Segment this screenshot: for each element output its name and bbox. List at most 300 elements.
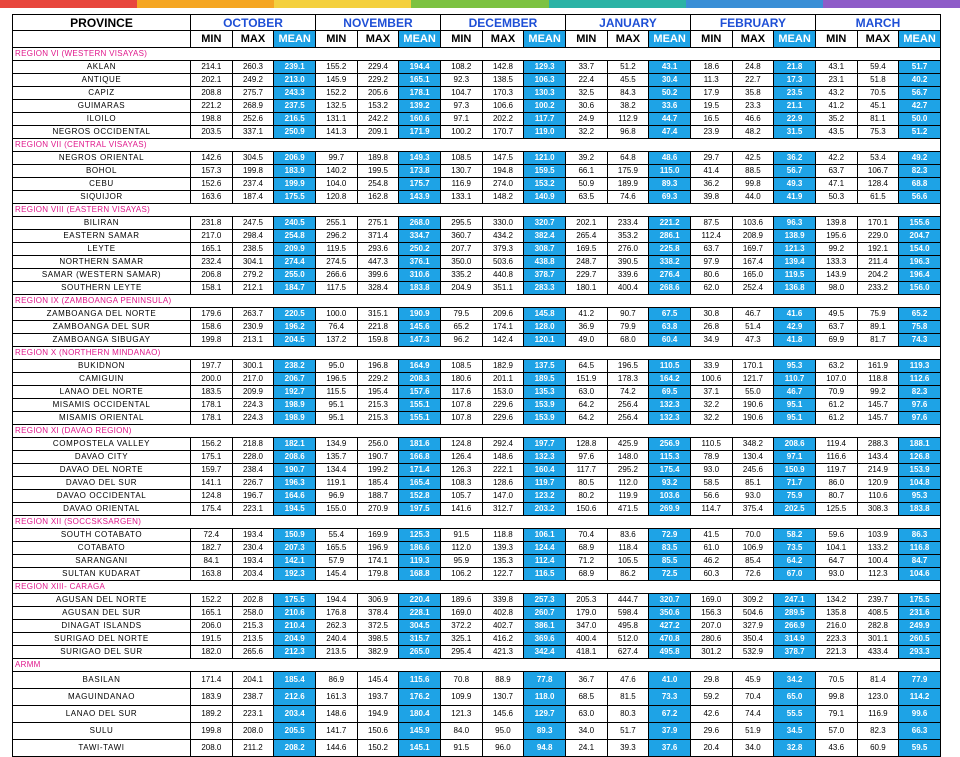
mean-value: 149.3 xyxy=(399,152,441,165)
min-value: 39.8 xyxy=(690,191,732,204)
mean-value: 46.7 xyxy=(774,386,816,399)
mean-value: 204.5 xyxy=(274,334,316,347)
province-row xyxy=(13,334,941,347)
max-value: 256.4 xyxy=(607,399,649,412)
top-bar-segment xyxy=(0,0,137,8)
mean-value: 320.7 xyxy=(524,217,566,230)
province-row xyxy=(13,243,941,256)
mean-value: 274.4 xyxy=(274,256,316,269)
max-value: 83.6 xyxy=(607,529,649,542)
min-value: 49.0 xyxy=(565,334,607,347)
mean-value: 197.7 xyxy=(524,438,566,451)
mean-value: 231.6 xyxy=(899,607,941,620)
min-value: 84.1 xyxy=(191,555,233,568)
mean-value: 67.5 xyxy=(649,308,691,321)
min-value: 133.1 xyxy=(440,191,482,204)
max-value: 233.4 xyxy=(607,217,649,230)
max-value: 170.3 xyxy=(482,87,524,100)
mean-value: 342.4 xyxy=(524,646,566,659)
mean-value: 67.2 xyxy=(649,706,691,723)
max-value: 130.7 xyxy=(482,689,524,706)
min-value: 70.9 xyxy=(815,386,857,399)
min-value: 20.4 xyxy=(690,740,732,757)
max-value: 378.4 xyxy=(357,607,399,620)
max-value: 226.7 xyxy=(232,477,274,490)
region-label: REGION X (NORTHERN MINDANAO) xyxy=(13,347,941,360)
province-row xyxy=(13,178,941,191)
mean-value: 250.9 xyxy=(274,126,316,139)
max-value: 598.4 xyxy=(607,607,649,620)
min-value: 23.9 xyxy=(690,126,732,139)
mean-value: 95.1 xyxy=(774,399,816,412)
region-label: REGION IX (ZAMBOANGA PENINSULA) xyxy=(13,295,941,308)
max-value: 201.1 xyxy=(482,373,524,386)
max-value: 85.1 xyxy=(732,477,774,490)
mean-value: 386.1 xyxy=(524,620,566,633)
province-header: PROVINCE xyxy=(13,15,191,31)
region-header-row xyxy=(13,425,941,438)
min-value: 372.2 xyxy=(440,620,482,633)
max-value: 213.5 xyxy=(232,633,274,646)
mean-value: 104.8 xyxy=(899,477,941,490)
max-value: 175.9 xyxy=(607,165,649,178)
mean-value: 44.7 xyxy=(649,113,691,126)
min-value: 37.1 xyxy=(690,386,732,399)
mean-value: 74.3 xyxy=(899,334,941,347)
mean-value: 69.5 xyxy=(649,386,691,399)
province-row xyxy=(13,503,941,516)
min-value: 32.5 xyxy=(565,87,607,100)
mean-value: 202.5 xyxy=(774,503,816,516)
mean-value: 145.6 xyxy=(399,321,441,334)
max-value: 221.8 xyxy=(357,321,399,334)
mean-value: 121.3 xyxy=(774,243,816,256)
max-value: 61.5 xyxy=(857,191,899,204)
min-value: 121.3 xyxy=(440,706,482,723)
min-value: 104.7 xyxy=(440,87,482,100)
max-value: 46.7 xyxy=(732,308,774,321)
min-value: 119.7 xyxy=(815,464,857,477)
min-value: 59.2 xyxy=(690,689,732,706)
max-value: 119.9 xyxy=(607,490,649,503)
max-value: 425.9 xyxy=(607,438,649,451)
mean-value: 181.6 xyxy=(399,438,441,451)
max-value: 434.2 xyxy=(482,230,524,243)
max-value: 229.6 xyxy=(482,412,524,425)
mean-value: 213.0 xyxy=(274,74,316,87)
max-value: 167.4 xyxy=(732,256,774,269)
mean-value: 75.9 xyxy=(774,490,816,503)
min-value: 79.5 xyxy=(440,308,482,321)
min-value: 195.6 xyxy=(815,230,857,243)
region-label: REGION XII (SOCCSKSARGEN) xyxy=(13,516,941,529)
max-value: 178.3 xyxy=(607,373,649,386)
mean-value: 155.1 xyxy=(399,399,441,412)
min-value: 70.5 xyxy=(815,672,857,689)
min-value: 400.4 xyxy=(565,633,607,646)
mean-value: 68.8 xyxy=(899,178,941,191)
max-value: 174.1 xyxy=(482,321,524,334)
mean-value: 208.3 xyxy=(399,373,441,386)
mean-value: 106.1 xyxy=(524,529,566,542)
min-value: 163.6 xyxy=(191,191,233,204)
mean-value: 119.3 xyxy=(899,360,941,373)
province-row xyxy=(13,61,941,74)
min-value: 92.3 xyxy=(440,74,482,87)
min-value: 189.6 xyxy=(440,594,482,607)
mean-value: 216.5 xyxy=(274,113,316,126)
mean-value: 283.3 xyxy=(524,282,566,295)
min-value: 64.5 xyxy=(565,360,607,373)
max-value: 190.6 xyxy=(732,412,774,425)
max-header: MAX xyxy=(357,31,399,48)
mean-value: 427.2 xyxy=(649,620,691,633)
mean-value: 49.2 xyxy=(899,152,941,165)
mean-value: 124.4 xyxy=(524,542,566,555)
region-header-row xyxy=(13,581,941,594)
max-value: 230.9 xyxy=(232,321,274,334)
min-value: 180.6 xyxy=(440,373,482,386)
mean-value: 41.8 xyxy=(774,334,816,347)
top-bar-segment xyxy=(137,0,274,8)
mean-value: 286.1 xyxy=(649,230,691,243)
min-value: 140.2 xyxy=(315,165,357,178)
max-value: 165.0 xyxy=(732,269,774,282)
mean-value: 203.4 xyxy=(274,706,316,723)
min-header: MIN xyxy=(565,31,607,48)
min-value: 231.8 xyxy=(191,217,233,230)
min-value: 223.3 xyxy=(815,633,857,646)
max-value: 194.9 xyxy=(357,706,399,723)
max-value: 105.5 xyxy=(607,555,649,568)
mean-value: 206.9 xyxy=(274,152,316,165)
max-value: 147.5 xyxy=(482,152,524,165)
max-value: 229.2 xyxy=(357,74,399,87)
mean-value: 268.0 xyxy=(399,217,441,230)
mean-value: 85.5 xyxy=(649,555,691,568)
mean-value: 153.9 xyxy=(524,399,566,412)
mean-value: 207.3 xyxy=(274,542,316,555)
mean-value: 95.3 xyxy=(774,360,816,373)
min-value: 151.9 xyxy=(565,373,607,386)
province-row xyxy=(13,100,941,113)
min-value: 63.5 xyxy=(565,191,607,204)
max-value: 150.2 xyxy=(357,740,399,757)
mean-value: 71.7 xyxy=(774,477,816,490)
mean-value: 255.0 xyxy=(274,269,316,282)
mean-value: 135.3 xyxy=(524,386,566,399)
mean-value: 60.4 xyxy=(649,334,691,347)
mean-value: 112.4 xyxy=(524,555,566,568)
mean-value: 304.5 xyxy=(399,620,441,633)
mean-value: 47.4 xyxy=(649,126,691,139)
mean-value: 42.9 xyxy=(774,321,816,334)
min-value: 93.0 xyxy=(690,464,732,477)
min-value: 43.6 xyxy=(815,740,857,757)
mean-value: 260.5 xyxy=(899,633,941,646)
mean-header: MEAN xyxy=(524,31,566,48)
mean-value: 42.7 xyxy=(899,100,941,113)
mean-value: 192.7 xyxy=(274,386,316,399)
mean-value: 175.5 xyxy=(274,594,316,607)
min-value: 196.5 xyxy=(315,373,357,386)
province-row xyxy=(13,126,941,139)
min-value: 156.3 xyxy=(690,607,732,620)
min-value: 116.6 xyxy=(815,451,857,464)
province-name: DAVAO ORIENTAL xyxy=(13,503,191,516)
mean-value: 120.1 xyxy=(524,334,566,347)
max-value: 122.7 xyxy=(482,568,524,581)
min-value: 86.9 xyxy=(315,672,357,689)
province-row xyxy=(13,490,941,503)
min-value: 61.0 xyxy=(690,542,732,555)
min-value: 64.2 xyxy=(565,399,607,412)
mean-value: 369.6 xyxy=(524,633,566,646)
rainfall-table xyxy=(12,14,941,757)
min-value: 274.5 xyxy=(315,256,357,269)
province-name: NORTHERN SAMAR xyxy=(13,256,191,269)
max-value: 199.8 xyxy=(232,165,274,178)
min-value: 176.8 xyxy=(315,607,357,620)
mean-value: 155.1 xyxy=(399,412,441,425)
province-name: SOUTH COTABATO xyxy=(13,529,191,542)
max-value: 199.5 xyxy=(357,165,399,178)
mean-value: 139.4 xyxy=(774,256,816,269)
month-header-december: DECEMBER xyxy=(440,15,565,31)
month-header-october: OCTOBER xyxy=(191,15,316,31)
province-name: GUIMARAS xyxy=(13,100,191,113)
mean-value: 189.5 xyxy=(524,373,566,386)
mean-value: 58.2 xyxy=(774,529,816,542)
max-value: 142.8 xyxy=(482,61,524,74)
province-row xyxy=(13,386,941,399)
max-value: 212.1 xyxy=(232,282,274,295)
max-value: 84.3 xyxy=(607,87,649,100)
province-row xyxy=(13,723,941,740)
min-value: 126.4 xyxy=(440,451,482,464)
min-value: 266.6 xyxy=(315,269,357,282)
max-value: 82.3 xyxy=(857,723,899,740)
province-row xyxy=(13,191,941,204)
top-bar-segment xyxy=(823,0,960,8)
max-value: 229.4 xyxy=(357,61,399,74)
max-value: 315.1 xyxy=(357,308,399,321)
min-value: 159.7 xyxy=(191,464,233,477)
mean-value: 86.3 xyxy=(899,529,941,542)
min-value: 63.7 xyxy=(815,165,857,178)
mean-value: 150.9 xyxy=(774,464,816,477)
mean-value: 165.1 xyxy=(399,74,441,87)
min-value: 24.9 xyxy=(565,113,607,126)
min-value: 133.3 xyxy=(815,256,857,269)
max-value: 223.1 xyxy=(232,706,274,723)
mean-value: 350.6 xyxy=(649,607,691,620)
mean-value: 228.1 xyxy=(399,607,441,620)
mean-value: 97.6 xyxy=(899,399,941,412)
max-value: 96.0 xyxy=(482,740,524,757)
max-value: 45.1 xyxy=(857,100,899,113)
min-value: 229.7 xyxy=(565,269,607,282)
mean-value: 37.6 xyxy=(649,740,691,757)
max-value: 260.3 xyxy=(232,61,274,74)
min-value: 119.1 xyxy=(315,477,357,490)
min-value: 115.5 xyxy=(315,386,357,399)
max-value: 110.6 xyxy=(857,490,899,503)
min-value: 183.5 xyxy=(191,386,233,399)
min-value: 117.5 xyxy=(315,282,357,295)
province-row xyxy=(13,230,941,243)
mean-value: 196.4 xyxy=(899,269,941,282)
max-value: 81.1 xyxy=(857,113,899,126)
min-value: 119.5 xyxy=(315,243,357,256)
max-value: 256.4 xyxy=(607,412,649,425)
min-value: 107.8 xyxy=(440,412,482,425)
mean-value: 56.7 xyxy=(774,165,816,178)
mean-value: 55.5 xyxy=(774,706,816,723)
mean-header: MEAN xyxy=(774,31,816,48)
province-row xyxy=(13,620,941,633)
min-value: 41.2 xyxy=(815,100,857,113)
min-value: 112.0 xyxy=(440,542,482,555)
max-value: 187.4 xyxy=(232,191,274,204)
min-value: 179.0 xyxy=(565,607,607,620)
min-value: 110.5 xyxy=(690,438,732,451)
mean-value: 225.8 xyxy=(649,243,691,256)
min-value: 56.6 xyxy=(690,490,732,503)
min-value: 124.8 xyxy=(191,490,233,503)
max-value: 327.9 xyxy=(732,620,774,633)
min-value: 36.9 xyxy=(565,321,607,334)
month-header-row xyxy=(13,15,941,31)
mean-value: 249.9 xyxy=(899,620,941,633)
mean-value: 82.3 xyxy=(899,165,941,178)
max-value: 215.3 xyxy=(357,399,399,412)
max-header: MAX xyxy=(857,31,899,48)
min-value: 117.6 xyxy=(440,386,482,399)
min-value: 206.8 xyxy=(191,269,233,282)
province-name: SURIGAO DEL NORTE xyxy=(13,633,191,646)
min-value: 98.0 xyxy=(815,282,857,295)
min-value: 104.1 xyxy=(815,542,857,555)
max-value: 348.2 xyxy=(732,438,774,451)
mean-value: 95.3 xyxy=(899,490,941,503)
min-value: 158.6 xyxy=(191,321,233,334)
max-value: 70.4 xyxy=(732,689,774,706)
min-value: 50.3 xyxy=(815,191,857,204)
mean-value: 164.2 xyxy=(649,373,691,386)
province-name: SAMAR (WESTERN SAMAR) xyxy=(13,269,191,282)
mean-value: 37.9 xyxy=(649,723,691,740)
mean-value: 199.9 xyxy=(274,178,316,191)
min-value: 199.8 xyxy=(191,334,233,347)
max-value: 133.2 xyxy=(857,542,899,555)
max-value: 330.0 xyxy=(482,217,524,230)
province-name: ZAMBOANGA DEL NORTE xyxy=(13,308,191,321)
min-value: 30.8 xyxy=(690,308,732,321)
max-header: MAX xyxy=(482,31,524,48)
max-value: 300.1 xyxy=(232,360,274,373)
mean-value: 77.8 xyxy=(524,672,566,689)
max-value: 292.4 xyxy=(482,438,524,451)
max-value: 121.7 xyxy=(732,373,774,386)
min-value: 131.1 xyxy=(315,113,357,126)
min-value: 108.5 xyxy=(440,152,482,165)
min-value: 156.2 xyxy=(191,438,233,451)
max-value: 512.0 xyxy=(607,633,649,646)
province-name: COMPOSTELA VALLEY xyxy=(13,438,191,451)
max-value: 211.4 xyxy=(857,256,899,269)
mean-value: 132.3 xyxy=(649,399,691,412)
max-value: 90.7 xyxy=(607,308,649,321)
province-name: ANTIQUE xyxy=(13,74,191,87)
mean-value: 99.6 xyxy=(899,706,941,723)
mean-value: 129.7 xyxy=(524,706,566,723)
min-value: 145.4 xyxy=(315,568,357,581)
top-bar-segment xyxy=(411,0,548,8)
mean-value: 180.4 xyxy=(399,706,441,723)
mean-value: 77.9 xyxy=(899,672,941,689)
province-row xyxy=(13,256,941,269)
mean-value: 49.3 xyxy=(774,178,816,191)
max-value: 153.2 xyxy=(357,100,399,113)
max-value: 193.4 xyxy=(232,555,274,568)
max-value: 39.3 xyxy=(607,740,649,757)
mean-value: 21.1 xyxy=(774,100,816,113)
max-value: 249.2 xyxy=(232,74,274,87)
max-value: 375.4 xyxy=(732,503,774,516)
max-value: 35.8 xyxy=(732,87,774,100)
min-value: 107.0 xyxy=(815,373,857,386)
mean-value: 145.1 xyxy=(399,740,441,757)
min-value: 204.9 xyxy=(440,282,482,295)
mean-value: 50.2 xyxy=(649,87,691,100)
max-value: 215.3 xyxy=(232,620,274,633)
mean-value: 198.9 xyxy=(274,399,316,412)
mean-value: 208.6 xyxy=(274,451,316,464)
min-value: 325.1 xyxy=(440,633,482,646)
max-value: 238.5 xyxy=(232,243,274,256)
mean-value: 175.5 xyxy=(274,191,316,204)
min-value: 199.8 xyxy=(191,723,233,740)
max-value: 351.1 xyxy=(482,282,524,295)
province-row xyxy=(13,165,941,178)
province-row xyxy=(13,399,941,412)
province-row xyxy=(13,477,941,490)
mean-value: 17.3 xyxy=(774,74,816,87)
province-name: SULU xyxy=(13,723,191,740)
min-value: 63.7 xyxy=(690,243,732,256)
max-value: 112.3 xyxy=(857,568,899,581)
max-value: 237.4 xyxy=(232,178,274,191)
max-value: 229.0 xyxy=(857,230,899,243)
max-value: 51.7 xyxy=(607,723,649,740)
max-value: 75.9 xyxy=(857,308,899,321)
max-value: 228.0 xyxy=(232,451,274,464)
min-value: 141.3 xyxy=(315,126,357,139)
min-value: 124.8 xyxy=(440,438,482,451)
max-value: 304.1 xyxy=(232,256,274,269)
max-value: 22.7 xyxy=(732,74,774,87)
max-value: 118.8 xyxy=(482,529,524,542)
mean-value: 166.8 xyxy=(399,451,441,464)
min-value: 109.9 xyxy=(440,689,482,706)
mean-value: 150.9 xyxy=(274,529,316,542)
min-header: MIN xyxy=(315,31,357,48)
max-value: 242.2 xyxy=(357,113,399,126)
mean-value: 147.3 xyxy=(399,334,441,347)
mean-value: 152.8 xyxy=(399,490,441,503)
mean-value: 31.5 xyxy=(774,126,816,139)
